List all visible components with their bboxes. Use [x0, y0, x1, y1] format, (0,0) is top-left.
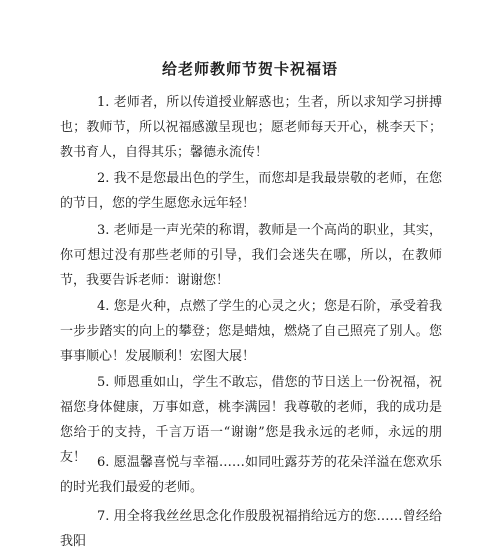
- paragraph-2: 2. 我不是您最出色的学生，而您却是我最崇敬的老师，在您的节日，您的学生愿您永远年轻！: [60, 171, 442, 211]
- paragraph-3: 3. 老师是一声光荣的称谓，教师是一个高尚的职业，其实，你可想过没有那些老师的引导，我们会迷失在哪，所以，在教师节，我要告诉老师：谢谢您！: [60, 223, 442, 288]
- paragraph-5: 5. 师恩重如山，学生不敢忘，借您的节日送上一份祝福，祝福您身体健康，万事如意，桃李满园！我尊敬的老师，我的成功是您给于的支持，千言万语一“谢谢”您是我永远的老师，永远的朋友！: [60, 375, 442, 465]
- paragraph-4: 4. 您是火种，点燃了学生的心灵之火；您是石阶，承受着我一步步踏实的向上的攀登；您是蜡烛，燃烧了自己照亮了别人。您事事顺心！发展顺利！宏图大展！: [60, 299, 442, 364]
- document-title: 给老师教师节贺卡祝福语: [161, 60, 338, 78]
- paragraph-7: 7. 用全将我丝丝思念化作殷殷祝福捎给远方的您……曾经给我阳: [60, 509, 442, 549]
- paragraph-1: 1. 老师者，所以传道授业解惑也；生者，所以求知学习拼搏也；教师节，所以祝福感激呈现也；愿老师每天开心，桃李天下；教书育人，自得其乐；馨德永流传！: [60, 95, 442, 160]
- paragraph-6: 6. 愿温馨喜悦与幸福……如同吐露芬芳的花朵洋溢在您欢乐的时光我们最爱的老师。: [60, 455, 442, 495]
